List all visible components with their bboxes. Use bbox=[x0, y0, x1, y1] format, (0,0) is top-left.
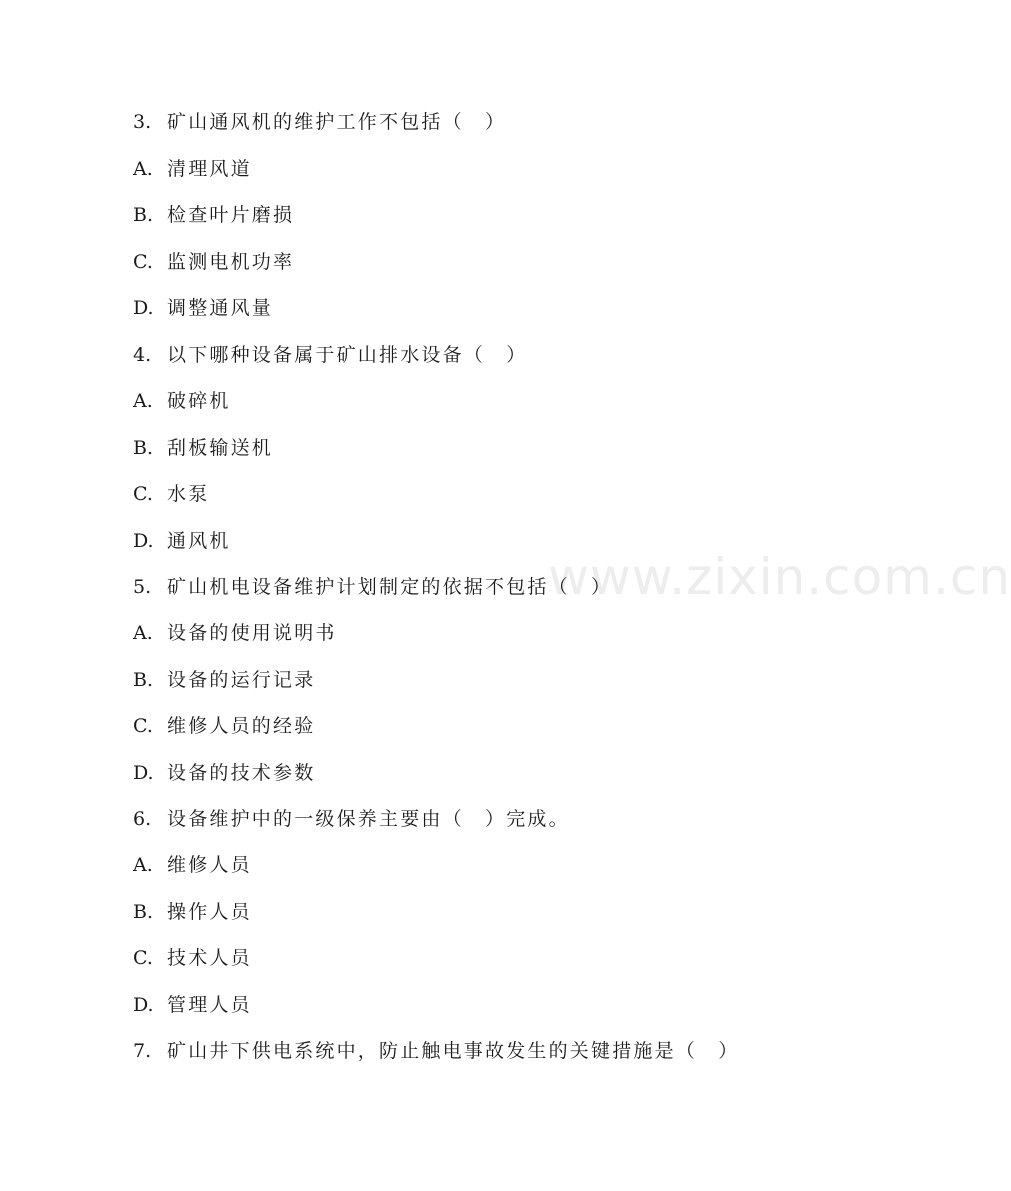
option-text: 维修人员 bbox=[167, 854, 252, 876]
option-5b bbox=[133, 668, 315, 692]
question-text: 以下哪种设备属于矿山排水设备（ ） bbox=[167, 344, 528, 366]
question-text: 设备维护中的一级保养主要由（ ）完成。 bbox=[167, 808, 570, 830]
question-text: 矿山井下供电系统中，防止触电事故发生的关键措施是（ ） bbox=[167, 1040, 740, 1062]
question-text: 矿山机电设备维护计划制定的依据不包括（ ） bbox=[167, 576, 613, 598]
option-text: 调整通风量 bbox=[167, 297, 274, 319]
option-4a bbox=[133, 389, 231, 413]
watermark: www.zixin.com.cn bbox=[548, 548, 1011, 606]
option-3c bbox=[133, 250, 294, 274]
option-label: C. bbox=[133, 947, 153, 969]
option-text: 清理风道 bbox=[167, 158, 252, 180]
question-number: 5. bbox=[133, 576, 152, 598]
option-text: 设备的运行记录 bbox=[167, 669, 316, 691]
option-4d bbox=[133, 529, 231, 553]
question-5 bbox=[133, 575, 612, 599]
option-5d bbox=[133, 761, 315, 785]
option-5a bbox=[133, 621, 337, 645]
option-label: D. bbox=[133, 994, 154, 1016]
option-text: 技术人员 bbox=[167, 947, 252, 969]
option-6a bbox=[133, 853, 252, 877]
option-label: D. bbox=[133, 530, 154, 552]
option-text: 水泵 bbox=[167, 483, 210, 505]
option-6b bbox=[133, 900, 252, 924]
question-7 bbox=[133, 1039, 739, 1063]
option-3b bbox=[133, 203, 294, 227]
question-number: 3. bbox=[133, 111, 152, 133]
option-text: 破碎机 bbox=[167, 390, 231, 412]
option-label: A. bbox=[133, 158, 153, 180]
option-text: 监测电机功率 bbox=[167, 251, 295, 273]
option-label: C. bbox=[133, 715, 153, 737]
question-number: 4. bbox=[133, 344, 152, 366]
option-text: 检查叶片磨损 bbox=[167, 204, 295, 226]
option-text: 刮板输送机 bbox=[167, 437, 274, 459]
option-label: D. bbox=[133, 762, 154, 784]
option-label: D. bbox=[133, 297, 154, 319]
option-6c bbox=[133, 946, 252, 970]
option-label: A. bbox=[133, 854, 153, 876]
option-label: A. bbox=[133, 622, 153, 644]
question-number: 7. bbox=[133, 1040, 152, 1062]
option-label: B. bbox=[133, 669, 154, 691]
option-3d bbox=[133, 296, 273, 320]
option-5c bbox=[133, 714, 315, 738]
option-text: 设备的使用说明书 bbox=[167, 622, 337, 644]
question-text: 矿山通风机的维护工作不包括（ ） bbox=[167, 111, 507, 133]
question-3 bbox=[133, 110, 506, 134]
option-label: B. bbox=[133, 901, 154, 923]
option-label: C. bbox=[133, 251, 153, 273]
option-text: 管理人员 bbox=[167, 994, 252, 1016]
option-label: C. bbox=[133, 483, 153, 505]
option-text: 操作人员 bbox=[167, 901, 252, 923]
option-3a bbox=[133, 157, 252, 181]
option-4c bbox=[133, 482, 209, 506]
option-4b bbox=[133, 436, 273, 460]
question-number: 6. bbox=[133, 808, 152, 830]
option-text: 维修人员的经验 bbox=[167, 715, 316, 737]
option-label: B. bbox=[133, 437, 154, 459]
question-6 bbox=[133, 807, 570, 831]
option-label: A. bbox=[133, 390, 153, 412]
option-text: 通风机 bbox=[167, 530, 231, 552]
option-6d bbox=[133, 993, 252, 1017]
question-4 bbox=[133, 343, 527, 367]
option-text: 设备的技术参数 bbox=[167, 762, 316, 784]
option-label: B. bbox=[133, 204, 154, 226]
